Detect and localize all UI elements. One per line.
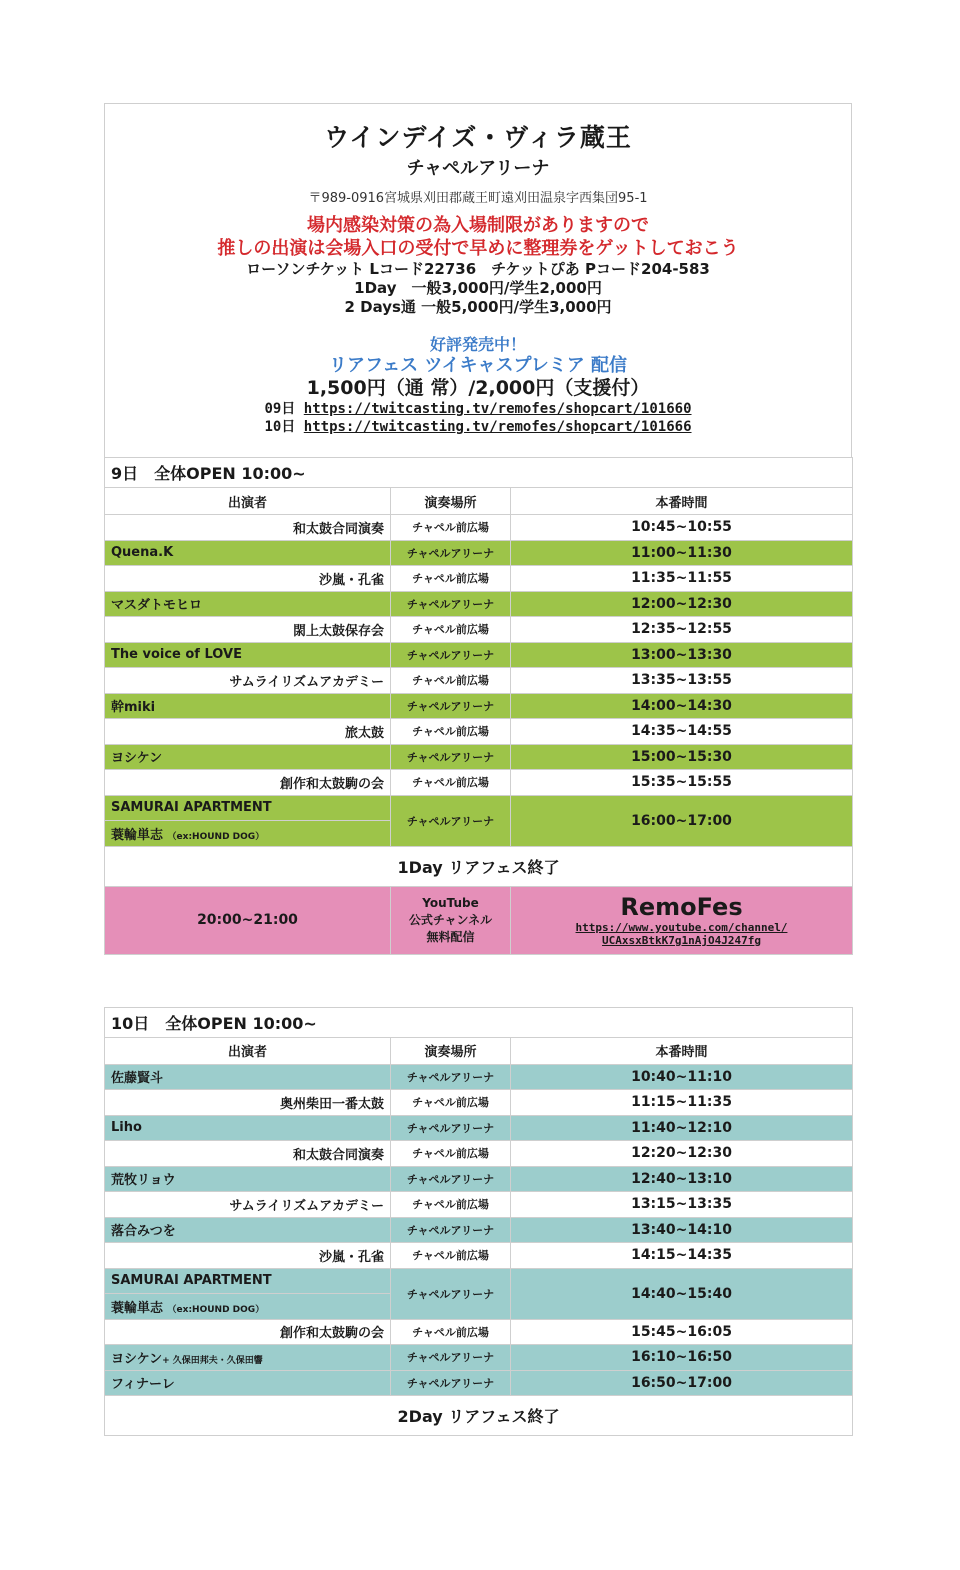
day10-url-label: 10日: [264, 419, 296, 435]
youtube-url-line-2[interactable]: UCAxsxBtkK7g1nAjO4J247fg: [602, 934, 761, 947]
day10-stream-link[interactable]: https://twitcasting.tv/remofes/shopcart/101666: [303, 419, 692, 435]
performer-name-text: サムライリズムアカデミー: [229, 674, 384, 690]
venue-address: 〒989-0916宮城県刈田郡蔵王町遠刈田温泉字西集団95-1: [308, 191, 648, 206]
performer-name-text: 沙嵐・孔雀: [318, 1249, 384, 1265]
performer-name: [105, 668, 391, 694]
schedule-sheet: [104, 103, 852, 1436]
performer-name: SAMURAI APARTMENT: [105, 795, 391, 821]
performance-place: チャペル前広場: [391, 617, 511, 643]
performance-place: チャペルアリーナ: [391, 1268, 511, 1319]
performance-time: 12:35~12:55: [511, 617, 853, 643]
spacer: [104, 955, 852, 1007]
performance-place: チャペルアリーナ: [391, 1345, 511, 1371]
performer-name-2-text: 蓑輪単志: [111, 827, 164, 843]
day9-stream-link[interactable]: https://twitcasting.tv/remofes/shopcart/101660: [303, 401, 692, 417]
free-stream-label: 無料配信: [426, 929, 475, 944]
performer-name-text: Liho: [111, 1120, 142, 1136]
price-2day: 2 Days通 一般5,000円/学生3,000円: [344, 298, 612, 316]
performer-name: [105, 1090, 391, 1116]
performance-time: 16:10~16:50: [511, 1345, 853, 1371]
performance-place: チャペルアリーナ: [391, 795, 511, 846]
performer-name: [105, 515, 391, 541]
remofes-brand: RemoFes: [620, 893, 743, 921]
performer-name-text: 沙嵐・孔雀: [318, 572, 384, 588]
schedule-row: [105, 1141, 853, 1167]
performance-time: 12:40~13:10: [511, 1166, 853, 1192]
performer-name: [105, 617, 391, 643]
performer-name: [105, 1141, 391, 1167]
performance-place: チャペルアリーナ: [391, 1115, 511, 1141]
performance-place: チャペルアリーナ: [391, 693, 511, 719]
performer-note: （ex:HOUND DOG）: [167, 1304, 265, 1315]
youtube-link-cell: [511, 886, 853, 954]
performer-name: [105, 566, 391, 592]
youtube-channel-link[interactable]: [517, 921, 846, 947]
stream-url-day10: [105, 418, 851, 436]
schedule-row: [105, 1064, 853, 1090]
schedule-row: [105, 1319, 853, 1345]
performer-name-2-text: 蓑輪単志: [111, 1300, 164, 1316]
performance-place: チャペル前広場: [391, 668, 511, 694]
performance-time: 14:35~14:55: [511, 719, 853, 745]
day9-title: 9日 全体OPEN 10:00~: [105, 458, 853, 488]
performer-name-text: 創作和太鼓駒の会: [279, 1326, 384, 1342]
performance-time: 13:40~14:10: [511, 1217, 853, 1243]
performance-time: 11:00~11:30: [511, 540, 853, 566]
performance-time: 13:35~13:55: [511, 668, 853, 694]
performer-name-text: ヨシケン: [111, 751, 163, 767]
performance-time: 14:00~14:30: [511, 693, 853, 719]
performer-name: [105, 1064, 391, 1090]
performer-note: + 久保田邦夫・久保田響: [162, 1355, 263, 1366]
performance-place: チャペルアリーナ: [391, 540, 511, 566]
performer-name: [105, 591, 391, 617]
performance-time: 11:35~11:55: [511, 566, 853, 592]
performer-name: [105, 719, 391, 745]
schedule-row: [105, 1166, 853, 1192]
performance-time: 16:00~17:00: [511, 795, 853, 846]
schedule-row: [105, 1243, 853, 1269]
col-performer: 出演者: [105, 488, 391, 515]
performance-place: チャペル前広場: [391, 1090, 511, 1116]
stream-title: リアフェス ツイキャスプレミア 配信: [328, 355, 627, 376]
schedule-row: [105, 515, 853, 541]
schedule-row: [105, 1192, 853, 1218]
performer-name-text: 落合みつを: [111, 1224, 176, 1240]
schedule-row: [105, 591, 853, 617]
performance-time: 10:40~11:10: [511, 1064, 853, 1090]
performance-time: 15:35~15:55: [511, 770, 853, 796]
performance-time: 16:50~17:00: [511, 1370, 853, 1396]
performance-place: チャペル前広場: [391, 770, 511, 796]
performer-name-2: [105, 821, 391, 847]
performer-name-text: 幹miki: [111, 700, 156, 716]
performance-time: 11:15~11:35: [511, 1090, 853, 1116]
performer-name-text: 閖上太鼓保存会: [292, 623, 384, 639]
schedule-row: [105, 693, 853, 719]
notice-line-2: 推しの出演は会場入口の受付で早めに整理券をゲットしておこう: [217, 238, 739, 259]
performance-place: チャペル前広場: [391, 566, 511, 592]
performance-place: チャペル前広場: [391, 1192, 511, 1218]
performance-place: チャペル前広場: [391, 1141, 511, 1167]
performer-note: （ex:HOUND DOG）: [167, 831, 265, 842]
performer-name-text: Quena.K: [111, 545, 174, 561]
performer-name: [105, 1192, 391, 1218]
performer-name-text: 荒牧リョウ: [111, 1173, 176, 1189]
performance-place: チャペル前広場: [391, 1319, 511, 1345]
performer-name-text: 旅太鼓: [344, 725, 384, 741]
schedule-row: [105, 642, 853, 668]
performer-name-text: 和太鼓合同演奏: [292, 1147, 384, 1163]
performer-name: [105, 744, 391, 770]
stream-url-day9: [105, 400, 851, 418]
performance-place: チャペルアリーナ: [391, 642, 511, 668]
performance-time: 15:00~15:30: [511, 744, 853, 770]
performer-name-text: ヨシケン: [111, 1351, 163, 1367]
performance-time: 15:45~16:05: [511, 1319, 853, 1345]
performer-name: SAMURAI APARTMENT: [105, 1268, 391, 1294]
performance-place: チャペル前広場: [391, 515, 511, 541]
day10-title: 10日 全体OPEN 10:00~: [105, 1007, 853, 1037]
col-performer: 出演者: [105, 1037, 391, 1064]
schedule-row: [105, 566, 853, 592]
col-time: 本番時間: [511, 1037, 853, 1064]
performance-place: チャペルアリーナ: [391, 591, 511, 617]
performance-place: チャペルアリーナ: [391, 1166, 511, 1192]
schedule-row: [105, 1370, 853, 1396]
performer-name-text: マスダトモヒロ: [111, 598, 203, 614]
day10-end-label: 2Day リアフェス終了: [105, 1396, 853, 1436]
performance-place: チャペル前広場: [391, 1243, 511, 1269]
performance-time: 12:00~12:30: [511, 591, 853, 617]
day9-table: [104, 457, 853, 955]
performer-name-text: フィナーレ: [111, 1377, 175, 1393]
youtube-stream-row: [105, 886, 853, 954]
performer-name: [105, 770, 391, 796]
schedule-row: [105, 617, 853, 643]
performance-place: チャペル前広場: [391, 719, 511, 745]
performer-name: [105, 1345, 391, 1371]
youtube-url-line-1[interactable]: https://www.youtube.com/channel/: [575, 921, 788, 934]
event-header: [104, 103, 852, 457]
performer-name-text: 奥州柴田一番太鼓: [279, 1096, 384, 1112]
performer-name: [105, 1166, 391, 1192]
performer-name: [105, 1243, 391, 1269]
performance-place: チャペルアリーナ: [391, 1064, 511, 1090]
performer-name-2: [105, 1294, 391, 1320]
performer-name-text: サムライリズムアカデミー: [229, 1198, 384, 1214]
performer-name: [105, 1370, 391, 1396]
performer-name: [105, 1217, 391, 1243]
stream-price: 1,500円（通 常）/2,000円（支援付）: [306, 377, 650, 399]
performer-name-text: The voice of LOVE: [111, 647, 242, 663]
day10-table: [104, 1007, 853, 1437]
schedule-row: [105, 540, 853, 566]
performance-time: 14:15~14:35: [511, 1243, 853, 1269]
venue-name: ウインデイズ・ヴィラ蔵王: [324, 123, 632, 152]
day10-samurai-row: [105, 1268, 853, 1294]
schedule-row: [105, 1217, 853, 1243]
col-place: 演奏場所: [391, 1037, 511, 1064]
ticket-codes: ローソンチケット Lコード22736 チケットぴあ Pコード204-583: [246, 260, 710, 278]
official-channel-label: 公式チャンネル: [408, 912, 493, 927]
schedule-row: [105, 719, 853, 745]
performance-time: 13:15~13:35: [511, 1192, 853, 1218]
youtube-time: 20:00~21:00: [105, 886, 391, 954]
on-sale-label: 好評発売中！: [429, 335, 526, 354]
price-1day: 1Day 一般3,000円/学生2,000円: [354, 279, 602, 297]
day9-final-row: [105, 795, 853, 821]
schedule-row: [105, 1115, 853, 1141]
notice-line-1: 場内感染対策の為入場制限がありますので: [307, 215, 649, 236]
performance-time: 14:40~15:40: [511, 1268, 853, 1319]
performance-place: チャペルアリーナ: [391, 744, 511, 770]
performance-time: 12:20~12:30: [511, 1141, 853, 1167]
performer-name: [105, 1319, 391, 1345]
performer-name-text: 佐藤賢斗: [111, 1071, 164, 1087]
col-time: 本番時間: [511, 488, 853, 515]
schedule-row: [105, 1090, 853, 1116]
performer-name: [105, 642, 391, 668]
arena-name: チャペルアリーナ: [406, 158, 550, 179]
day9-end-label: 1Day リアフェス終了: [105, 846, 853, 886]
day9-url-label: 09日: [264, 401, 296, 417]
performance-time: 10:45~10:55: [511, 515, 853, 541]
performer-name: [105, 540, 391, 566]
performer-name-text: 創作和太鼓駒の会: [279, 776, 384, 792]
col-place: 演奏場所: [391, 488, 511, 515]
schedule-row: [105, 744, 853, 770]
performer-name-text: 和太鼓合同演奏: [292, 521, 384, 537]
schedule-row: [105, 668, 853, 694]
performance-time: 11:40~12:10: [511, 1115, 853, 1141]
performance-time: 13:00~13:30: [511, 642, 853, 668]
schedule-row: [105, 1345, 853, 1371]
performance-place: チャペルアリーナ: [391, 1370, 511, 1396]
youtube-label: YouTube: [422, 895, 479, 910]
performer-name: [105, 693, 391, 719]
youtube-channel-info: [391, 886, 511, 954]
performer-name: [105, 1115, 391, 1141]
performance-place: チャペルアリーナ: [391, 1217, 511, 1243]
schedule-row: [105, 770, 853, 796]
